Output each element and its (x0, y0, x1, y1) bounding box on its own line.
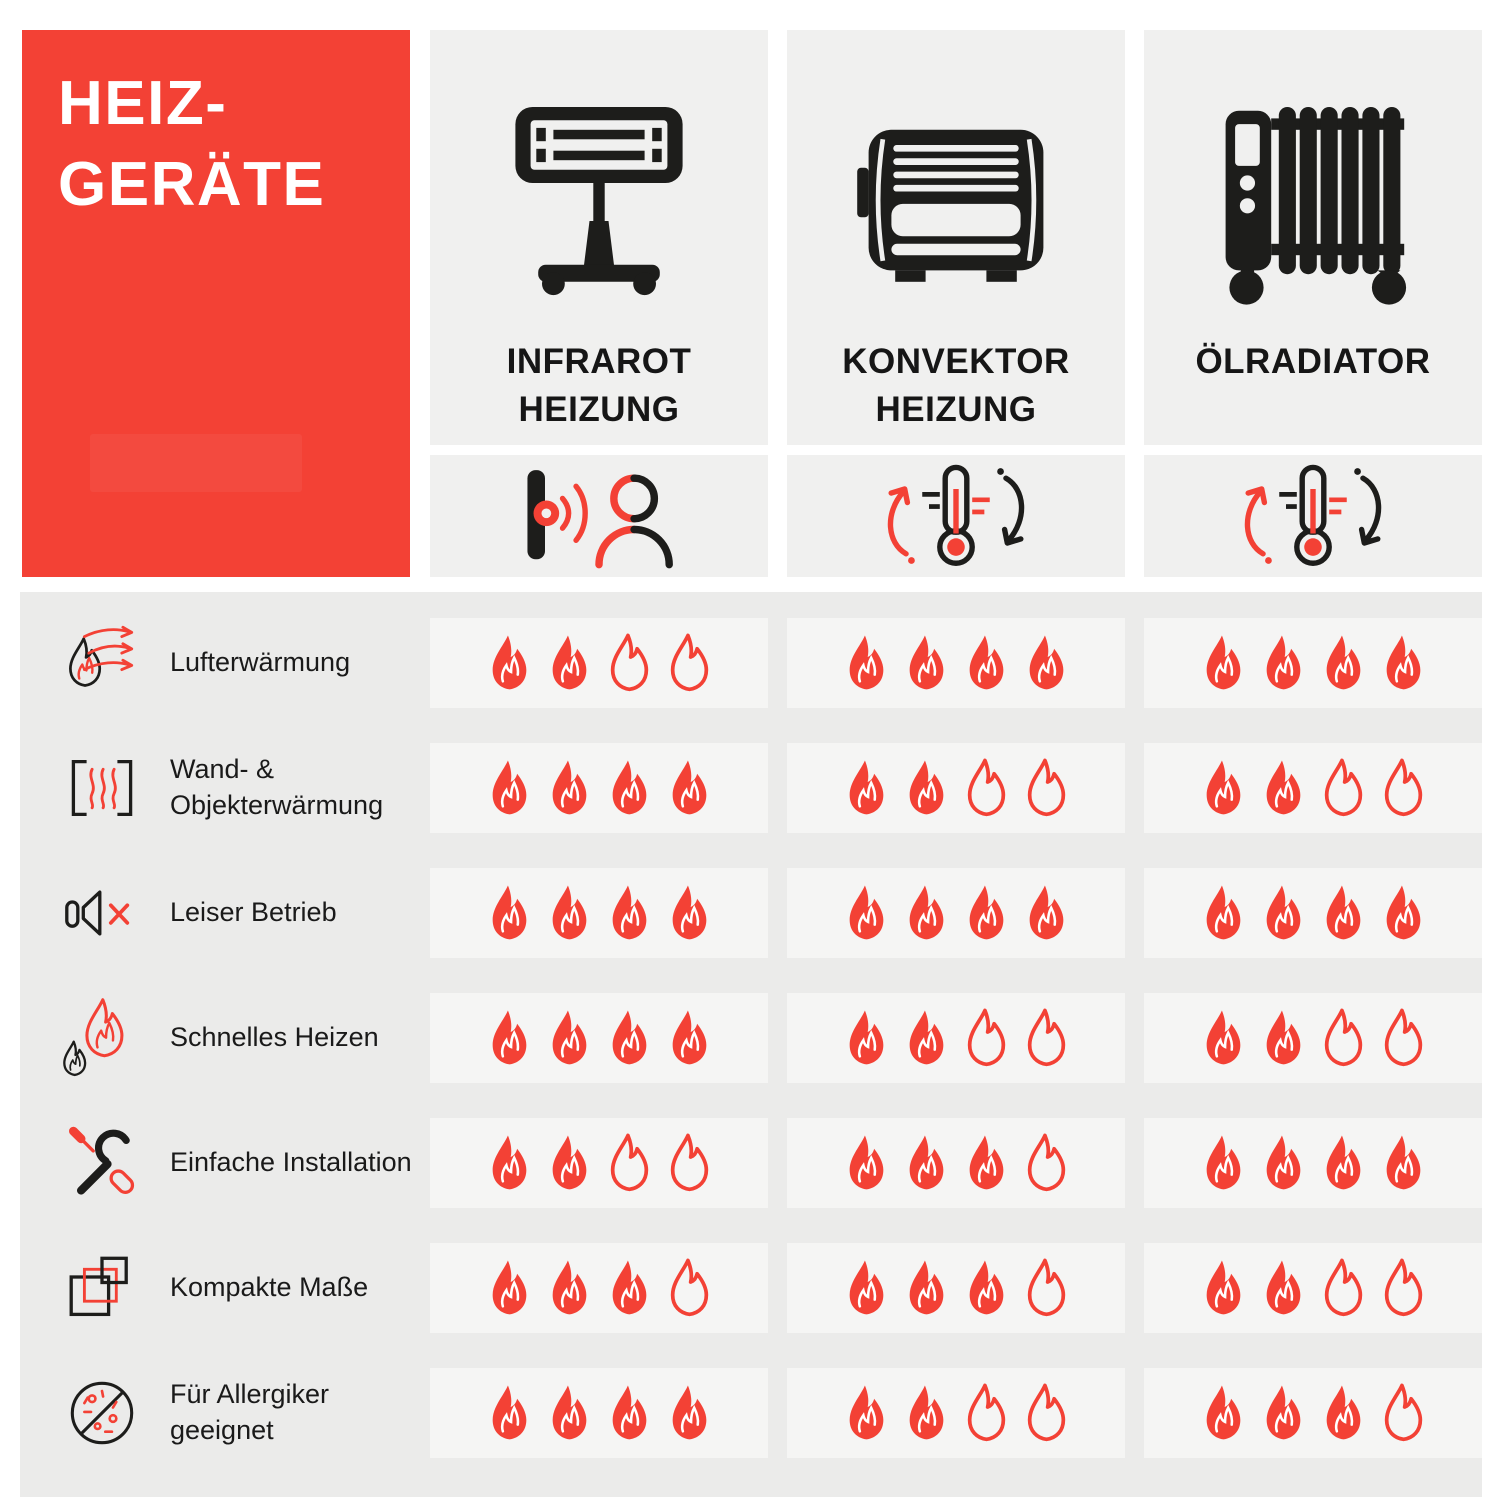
rating-cell (787, 1118, 1125, 1208)
flame-outline-icon (1380, 1258, 1427, 1317)
flame-outline-icon (963, 1383, 1010, 1442)
flame-filled-icon (1320, 883, 1367, 942)
flame-filled-icon (963, 1258, 1010, 1317)
flame-filled-icon (1380, 633, 1427, 692)
rating-cells (430, 1368, 1482, 1458)
table-row (20, 600, 1482, 725)
flame-filled-icon (903, 1383, 950, 1442)
table-row (20, 975, 1482, 1100)
feature-easy-installation (20, 1119, 430, 1207)
rating-cell (787, 1368, 1125, 1458)
rating-cell (430, 1368, 768, 1458)
flame-filled-icon (546, 883, 593, 942)
flame-outline-icon (1023, 1258, 1070, 1317)
flame-filled-icon (903, 1258, 950, 1317)
flame-filled-icon (486, 1258, 533, 1317)
flame-filled-icon (1320, 633, 1367, 692)
flame-filled-icon (546, 1133, 593, 1192)
rating-cell (787, 1243, 1125, 1333)
flame-filled-icon (606, 883, 653, 942)
flame-filled-icon (963, 633, 1010, 692)
flame-filled-icon (546, 1008, 593, 1067)
flame-filled-icon (606, 1258, 653, 1317)
flame-filled-icon (903, 1133, 950, 1192)
rating-cell (430, 1118, 768, 1208)
flame-filled-icon (903, 758, 950, 817)
flame-outline-icon (606, 633, 653, 692)
flame-filled-icon (546, 1383, 593, 1442)
rating-cell (1144, 1243, 1482, 1333)
flame-filled-icon (486, 883, 533, 942)
feature-wall-object-warming (20, 744, 430, 832)
rating-cell (787, 993, 1125, 1083)
feature-label: Lufterwärmung (170, 646, 351, 677)
flame-filled-icon (1380, 1133, 1427, 1192)
flame-filled-icon (486, 1133, 533, 1192)
column-oelradiator (1144, 30, 1482, 577)
flame-filled-icon (1200, 758, 1247, 817)
air-warming-icon (58, 619, 146, 707)
easy-installation-icon (58, 1119, 146, 1207)
infrared-heater-icon (485, 30, 713, 332)
flame-outline-icon (1320, 1258, 1367, 1317)
radiant-heat-icon (495, 462, 703, 570)
rating-cell (430, 868, 768, 958)
rating-cells (430, 743, 1482, 833)
rating-cell (787, 743, 1125, 833)
flame-filled-icon (666, 1383, 713, 1442)
table-row (20, 850, 1482, 975)
column-headers (430, 30, 1482, 577)
feature-label: Für Allergiker geeignet (170, 1379, 330, 1445)
flame-filled-icon (843, 1133, 890, 1192)
flame-filled-icon (1200, 1383, 1247, 1442)
flame-filled-icon (1260, 1008, 1307, 1067)
feature-label: Einfache Installation (170, 1146, 412, 1177)
feature-air-warming (20, 619, 430, 707)
feature-allergy-friendly (20, 1369, 430, 1457)
rating-cell (1144, 1118, 1482, 1208)
wall-object-warming-icon (58, 744, 146, 832)
flame-outline-icon (1380, 758, 1427, 817)
logo-placeholder (90, 434, 302, 492)
principle-cell-konvektor (787, 455, 1125, 577)
flame-filled-icon (666, 883, 713, 942)
flame-filled-icon (1260, 1133, 1307, 1192)
air-circulation-icon (1209, 462, 1417, 570)
allergy-friendly-icon (58, 1369, 146, 1457)
flame-filled-icon (486, 633, 533, 692)
flame-outline-icon (1380, 1383, 1427, 1442)
principle-cell-oelradiator (1144, 455, 1482, 577)
feature-fast-heating (20, 994, 430, 1082)
flame-filled-icon (903, 1008, 950, 1067)
device-cell-konvektor (787, 30, 1125, 445)
flame-outline-icon (606, 1133, 653, 1192)
flame-outline-icon (1023, 1133, 1070, 1192)
column-infrarot (430, 30, 768, 577)
flame-filled-icon (1320, 1133, 1367, 1192)
flame-filled-icon (1320, 1383, 1367, 1442)
oil-radiator-icon (1199, 30, 1427, 332)
rating-cell (1144, 1368, 1482, 1458)
flame-filled-icon (963, 1133, 1010, 1192)
table-row (20, 725, 1482, 850)
feature-label: Schnelles Heizen (170, 1021, 379, 1052)
convector-heater-icon (842, 30, 1070, 332)
flame-outline-icon (666, 1133, 713, 1192)
rating-cells (430, 993, 1482, 1083)
flame-outline-icon (963, 758, 1010, 817)
flame-filled-icon (843, 758, 890, 817)
device-cell-oelradiator (1144, 30, 1482, 445)
flame-filled-icon (1200, 1133, 1247, 1192)
table-row (20, 1350, 1482, 1475)
flame-filled-icon (606, 758, 653, 817)
rating-cell (1144, 743, 1482, 833)
flame-filled-icon (546, 633, 593, 692)
flame-filled-icon (903, 883, 950, 942)
flame-filled-icon (546, 758, 593, 817)
device-cell-infrarot (430, 30, 768, 445)
flame-filled-icon (843, 1008, 890, 1067)
flame-filled-icon (1380, 883, 1427, 942)
rating-cells (430, 1118, 1482, 1208)
flame-outline-icon (963, 1008, 1010, 1067)
rating-cell (430, 993, 768, 1083)
table-row (20, 1100, 1482, 1225)
flame-filled-icon (1023, 883, 1070, 942)
column-name: INFRAROT HEIZUNG (506, 342, 692, 430)
column-name: ÖLRADIATOR (1195, 342, 1431, 381)
table-row (20, 1225, 1482, 1350)
flame-filled-icon (1200, 1258, 1247, 1317)
rating-cell (430, 743, 768, 833)
feature-compact-size (20, 1244, 430, 1332)
flame-filled-icon (1200, 633, 1247, 692)
flame-filled-icon (666, 1008, 713, 1067)
column-name: KONVEKTOR HEIZUNG (842, 342, 1070, 430)
flame-outline-icon (666, 633, 713, 692)
flame-filled-icon (606, 1383, 653, 1442)
flame-filled-icon (1260, 1383, 1307, 1442)
flame-outline-icon (666, 1258, 713, 1317)
rating-cell (787, 868, 1125, 958)
flame-outline-icon (1023, 1383, 1070, 1442)
flame-filled-icon (1200, 883, 1247, 942)
compact-size-icon (58, 1244, 146, 1332)
flame-filled-icon (843, 1258, 890, 1317)
fast-heating-icon (58, 994, 146, 1082)
rating-cells (430, 1243, 1482, 1333)
principle-cell-infrarot (430, 455, 768, 577)
flame-filled-icon (1260, 1258, 1307, 1317)
flame-outline-icon (1320, 1008, 1367, 1067)
air-circulation-icon (852, 462, 1060, 570)
title-card (22, 30, 410, 577)
flame-filled-icon (1260, 758, 1307, 817)
rating-cell (1144, 618, 1482, 708)
flame-outline-icon (1023, 758, 1070, 817)
rating-cell (1144, 993, 1482, 1083)
column-konvektor (787, 30, 1125, 577)
flame-filled-icon (1023, 633, 1070, 692)
flame-filled-icon (486, 758, 533, 817)
comparison-table (20, 592, 1482, 1497)
flame-outline-icon (1023, 1008, 1070, 1067)
flame-filled-icon (1260, 633, 1307, 692)
flame-filled-icon (606, 1008, 653, 1067)
feature-quiet-operation (20, 869, 430, 957)
rating-cells (430, 868, 1482, 958)
flame-filled-icon (486, 1008, 533, 1067)
flame-outline-icon (1320, 758, 1367, 817)
feature-label: Leiser Betrieb (170, 896, 337, 927)
rating-cells (430, 618, 1482, 708)
quiet-operation-icon (58, 869, 146, 957)
flame-filled-icon (486, 1383, 533, 1442)
flame-filled-icon (963, 883, 1010, 942)
rating-cell (787, 618, 1125, 708)
flame-filled-icon (843, 633, 890, 692)
flame-filled-icon (666, 758, 713, 817)
page-title: HEIZ- GERÄTE (58, 69, 326, 219)
flame-outline-icon (1380, 1008, 1427, 1067)
flame-filled-icon (1260, 883, 1307, 942)
rating-cell (430, 1243, 768, 1333)
feature-label: Wand- & Objekterwärmung (170, 754, 384, 820)
rating-cell (1144, 868, 1482, 958)
flame-filled-icon (903, 633, 950, 692)
flame-filled-icon (843, 883, 890, 942)
rating-cell (430, 618, 768, 708)
flame-filled-icon (546, 1258, 593, 1317)
flame-filled-icon (1200, 1008, 1247, 1067)
flame-filled-icon (843, 1383, 890, 1442)
feature-label: Kompakte Maße (170, 1271, 369, 1302)
